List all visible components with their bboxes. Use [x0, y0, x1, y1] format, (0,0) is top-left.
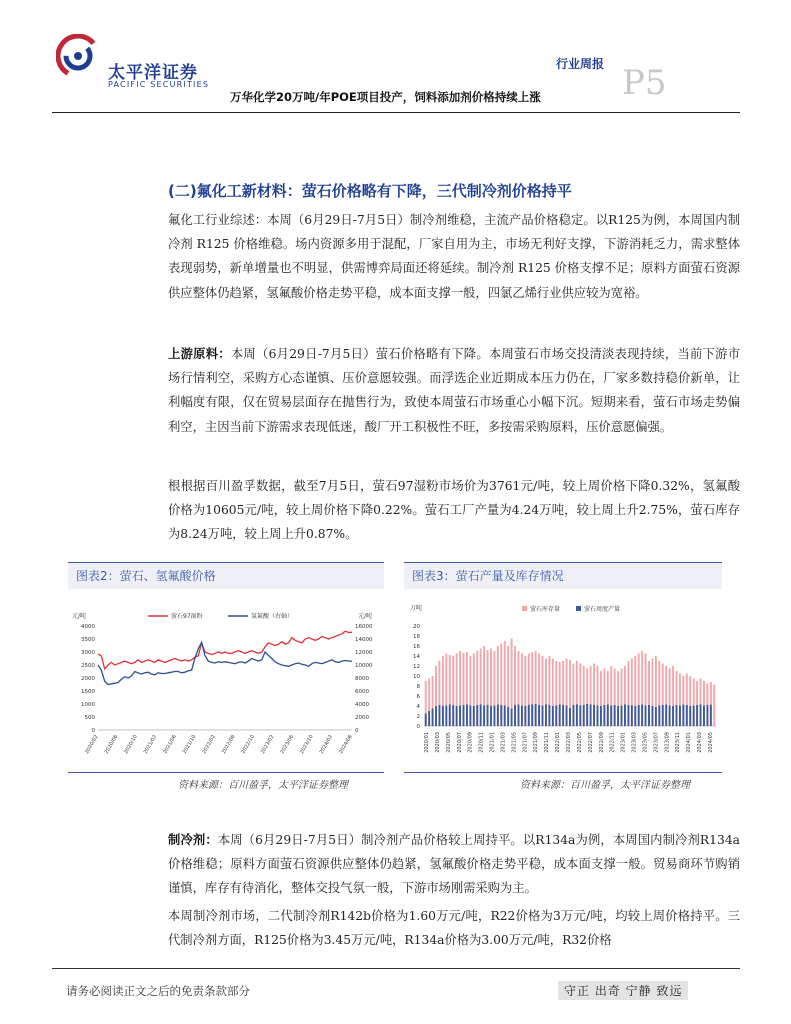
bar-output [514, 705, 516, 726]
bar-output [617, 706, 619, 726]
y-tick: 6 [416, 694, 420, 700]
y-tick: 2 [416, 714, 420, 720]
bar-output [576, 705, 578, 727]
y-tick-right: 10000 [355, 663, 373, 669]
y-tick: 16 [413, 644, 420, 650]
bar-output [504, 706, 506, 727]
x-tick-label: 2023/05 [642, 732, 649, 753]
bar-output [696, 705, 698, 726]
bar-output [679, 706, 681, 727]
x-tick-label: 2022/11 [609, 732, 616, 753]
header-divider [52, 112, 740, 113]
bar-output [518, 705, 520, 727]
bar-output [538, 705, 540, 726]
bar-output [652, 706, 654, 726]
logo-text-cn: 太平洋证券 [108, 63, 198, 83]
y-tick-left: 1000 [81, 702, 95, 708]
footer-motto: 守正 出奇 宁静 致远 [558, 981, 688, 1000]
bar-output [703, 706, 705, 727]
x-tick-label: 2024/01 [686, 732, 693, 753]
y-tick-left: 2000 [81, 676, 95, 682]
x-tick-label: 2023/07 [653, 732, 660, 753]
bar-output [579, 706, 581, 727]
y-tick-left: 0 [91, 728, 95, 734]
x-tick-label: 2022/10 [240, 734, 257, 755]
bar-output [658, 706, 660, 727]
bar-output [490, 706, 492, 726]
x-tick-label: 2020/09 [467, 732, 474, 753]
bar-output [507, 707, 509, 726]
bar-output [542, 706, 544, 727]
bar-output [572, 705, 574, 726]
bar-output [624, 705, 626, 727]
bar-output [439, 705, 441, 726]
bar-output [641, 705, 643, 727]
bar-output [693, 706, 695, 727]
x-tick-label: 2020/05 [445, 732, 452, 753]
x-tick-label: 2023/03 [631, 732, 638, 753]
x-tick-label: 2020/10 [123, 734, 139, 755]
x-tick-label: 2020/06 [103, 734, 120, 755]
bar-output [555, 706, 557, 727]
bar-output [597, 706, 599, 727]
x-tick-label: 2023/01 [620, 732, 627, 753]
paragraph-refrigerant-prices: 本周制冷剂市场，二代制冷剂R142b价格为1.60万元/吨，R22价格为3万元/吨，均较上周价格持平。三代制冷剂方面，R125价格为3.45万元/吨，R134a价格为3.00万元/吨，R32价格 [168, 909, 740, 948]
x-tick-label: 2022/06 [220, 734, 237, 755]
bar-output [445, 706, 447, 727]
bar-output [607, 705, 609, 727]
legend-label-hf: 氢氟酸（右轴） [251, 613, 294, 620]
report-title: 万华化学20万吨/年POE项目投产，饲料添加剂价格持续上涨 [230, 90, 541, 104]
y-tick: 20 [413, 624, 420, 630]
bar-output [669, 706, 671, 727]
bar-output [435, 706, 437, 726]
y-tick-right: 8000 [355, 676, 369, 682]
y-axis-unit-left: 元/吨 [72, 613, 87, 620]
bar-output [686, 705, 688, 726]
bar-inventory [713, 685, 715, 726]
y-tick-left: 2500 [81, 663, 95, 669]
upstream-lead: 上游原料： [168, 347, 231, 361]
bar-output [552, 706, 554, 726]
x-tick-label: 2020/02 [84, 734, 100, 755]
y-tick-left: 4000 [81, 624, 95, 630]
bar-output [638, 705, 640, 726]
y-tick-right: 4000 [355, 702, 369, 708]
y-tick-right: 0 [355, 728, 359, 734]
bar-output [648, 705, 650, 726]
y-tick: 8 [416, 684, 420, 690]
legend-swatch-output [576, 606, 581, 611]
bar-output [425, 714, 427, 727]
legend-label-output: 萤石周度产量 [584, 606, 621, 613]
bar-output [559, 705, 561, 727]
y-tick-left: 3000 [81, 650, 95, 656]
x-tick-label: 2023/09 [664, 732, 671, 753]
bar-output [476, 705, 478, 726]
bar-output [452, 705, 454, 726]
bar-output [548, 705, 550, 726]
x-tick-label: 2020/03 [434, 732, 441, 753]
fig3-source: 资料来源：百川盈孚，太平洋证券整理 [520, 780, 690, 791]
x-tick-label: 2021/02 [142, 734, 159, 755]
fluorite-hf-price-chart [68, 596, 384, 768]
bar-output [621, 706, 623, 727]
bar-output [456, 706, 458, 726]
paragraph-refrigerant [168, 828, 740, 901]
bar-output [442, 706, 444, 726]
bar-output [480, 705, 482, 727]
y-tick: 18 [413, 634, 420, 640]
y-tick-left: 1500 [81, 689, 95, 695]
fig2-bottom-rule [68, 772, 384, 773]
bar-output [586, 704, 588, 726]
bar-output [562, 705, 564, 726]
footer-divider [52, 968, 740, 969]
bar-output [590, 705, 592, 727]
x-tick-label: 2024/02 [318, 734, 335, 755]
bar-output [645, 706, 647, 727]
x-tick-label: 2022/01 [555, 732, 562, 753]
bar-output [463, 705, 465, 726]
bar-output [473, 706, 475, 726]
y-tick: 14 [413, 654, 420, 660]
y-axis-unit: 万吨 [410, 605, 423, 612]
footer-disclaimer: 请务必阅读正文之后的免责条款部分 [66, 984, 250, 998]
bar-output [569, 708, 571, 726]
bar-output [689, 706, 691, 726]
fig3-title: 图表3：萤石产量及库存情况 [412, 569, 564, 583]
y-tick-left: 3500 [81, 637, 95, 643]
x-tick-label: 2021/03 [500, 732, 507, 753]
bar-output [627, 705, 629, 726]
x-tick-label: 2024/03 [697, 732, 704, 753]
bar-output [600, 706, 602, 726]
bar-output [665, 705, 667, 727]
bar-output [483, 706, 485, 727]
paragraph-data-summary: 根根据百川盈孚数据，截至7月5日，萤石97湿粉市场价为3761元/吨，较上周价格下降0.32%，氢氟酸价格为10605元/吨，较上周价格下降0.22%。萤石工厂产量为4.24万吨，较上周上升2.75%，萤石库存为8.24万吨，较上周上升0.87%。 [168, 479, 740, 542]
x-tick-label: 2021/05 [511, 732, 518, 753]
bar-output [531, 705, 533, 727]
bar-output [511, 709, 513, 727]
y-tick: 10 [413, 674, 420, 680]
x-tick-label: 2022/03 [566, 732, 572, 753]
bar-output [676, 705, 678, 726]
bar-output [524, 706, 526, 726]
x-tick-label: 2020/07 [456, 732, 463, 753]
pacific-securities-logo-icon [56, 34, 100, 78]
legend-label-inventory: 萤石库存量 [530, 606, 561, 613]
bar-output [528, 705, 530, 726]
y-tick-left: 500 [84, 715, 95, 721]
bar-output [521, 706, 523, 727]
x-tick-label: 2021/11 [544, 732, 551, 753]
bar-output [545, 705, 547, 727]
x-tick-label: 2023/11 [675, 732, 682, 753]
x-tick-label: 2023/06 [279, 734, 296, 755]
bar-output [469, 706, 471, 727]
bar-output [700, 705, 702, 727]
y-tick-right: 6000 [355, 689, 369, 695]
bar-output [459, 706, 461, 727]
fluorite-output-inventory-chart [404, 596, 722, 768]
bar-output [500, 705, 502, 726]
bar-output [634, 706, 636, 726]
x-tick-label: 2021/06 [162, 734, 178, 755]
x-tick-label: 2020/11 [478, 732, 485, 753]
y-tick-right: 14000 [355, 637, 373, 643]
x-tick-label: 2021/07 [522, 732, 529, 753]
report-type-label: 行业周报 [556, 57, 605, 71]
x-tick-label: 2020/01 [424, 732, 430, 753]
bar-output [583, 705, 585, 726]
fig3-bottom-rule [404, 772, 722, 773]
x-tick-label: 2022/09 [598, 732, 605, 753]
bar-output [610, 706, 612, 727]
bar-output [710, 705, 712, 726]
y-tick-right: 2000 [355, 715, 369, 721]
x-tick-label: 2022/02 [201, 734, 217, 755]
x-tick-label: 2021/01 [489, 732, 496, 753]
bar-output [682, 705, 684, 727]
y-tick: 4 [416, 704, 420, 710]
x-tick-label: 2022/05 [576, 732, 583, 753]
x-tick-label: 2024/06 [338, 734, 354, 755]
x-tick-label: 2024/05 [708, 732, 714, 753]
refrigerant-text: 本周（6月29日-7月5日）制冷剂产品价格较上周持平。以R134a为例，本周国内制冷剂R134a价格维稳；原料方面萤石资源供应整体仍趋紧，氢氟酸价格走势平稳，成本面支撑一般。贸易商环节购销谨慎，库存有待消化，整体交投气氛一般，下游市场刚需采购为主。 [168, 833, 740, 896]
paragraph-upstream [168, 342, 740, 439]
y-tick-right: 12000 [355, 650, 373, 656]
legend-label-fluorite: 萤石97湿粉 [171, 613, 203, 620]
x-tick-label: 2021/09 [533, 732, 540, 753]
paragraph-industry-overview: 氟化工行业综述：本周（6月29日-7月5日）制冷剂维稳，主流产品价格稳定。以R125为例，本周国内制冷剂 R125 价格维稳。场内资源多用于混配，厂家自用为主，市场无利好支撑，下游消耗乏力，需求整体表现弱势，新单增量也不明显，供需博弈局面还将延续。制冷剂 R125 价格支撑不足；原料方面萤石资源供应整体仍趋紧，氢氟酸价格走势平稳，成本面支撑一般，四氯乙烯行业供应较为宽裕。 [168, 213, 740, 300]
x-tick-label: 2023/02 [259, 734, 276, 755]
fig2-title: 图表2：萤石、氢氟酸价格 [76, 569, 216, 583]
bar-output [566, 706, 568, 727]
bar-output [603, 705, 605, 726]
bar-output [432, 709, 434, 727]
bar-output [593, 705, 595, 726]
bar-output [535, 704, 537, 726]
bar-output [428, 711, 430, 726]
y-tick: 12 [413, 664, 420, 670]
bar-output [706, 705, 708, 726]
y-tick: 0 [416, 724, 420, 730]
bar-output [487, 705, 489, 726]
refrigerant-lead: 制冷剂： [168, 833, 218, 847]
x-tick-label: 2023/10 [299, 734, 315, 755]
bar-output [631, 706, 633, 727]
x-tick-label: 2021/10 [181, 734, 198, 755]
bar-output [662, 705, 664, 726]
bar-output [614, 705, 616, 726]
x-tick-label: 2022/07 [587, 732, 594, 753]
upstream-text: 本周（6月29日-7月5日）萤石价格略有下降。本周萤石市场交投清淡表现持续，当前下游市场行情利空，采购方心态谨慎、压价意愿较强。而浮选企业近期成本压力仍在，厂家多数持稳价新单，让利幅度有限，仅在贸易层面存在抛售行为，致使本周萤石市场重心小幅下沉。短期来看，萤石市场走势偏利空，主因当前下游需求表现低迷，酸厂开工积极性不旺，多按需采购原料，压价意愿偏强。 [168, 347, 740, 434]
legend-swatch-inventory [522, 606, 527, 611]
bar-output [466, 705, 468, 727]
logo-text-en: PACIFIC SECURITIES [108, 80, 210, 89]
series-line-hf [98, 642, 352, 684]
bar-output [493, 706, 495, 727]
section-heading: (二)氟化工新材料：萤石价格略有下降，三代制冷剂价格持平 [168, 182, 572, 200]
y-tick-right: 16000 [355, 624, 373, 630]
page-number: P5 [622, 63, 667, 103]
bar-output [672, 706, 674, 726]
y-axis-unit-right: 元/吨 [358, 613, 373, 620]
bar-output [655, 707, 657, 726]
bar-output [449, 705, 451, 727]
bar-output [497, 705, 499, 727]
fig2-source: 资料来源：百川盈孚，太平洋证券整理 [178, 780, 348, 791]
